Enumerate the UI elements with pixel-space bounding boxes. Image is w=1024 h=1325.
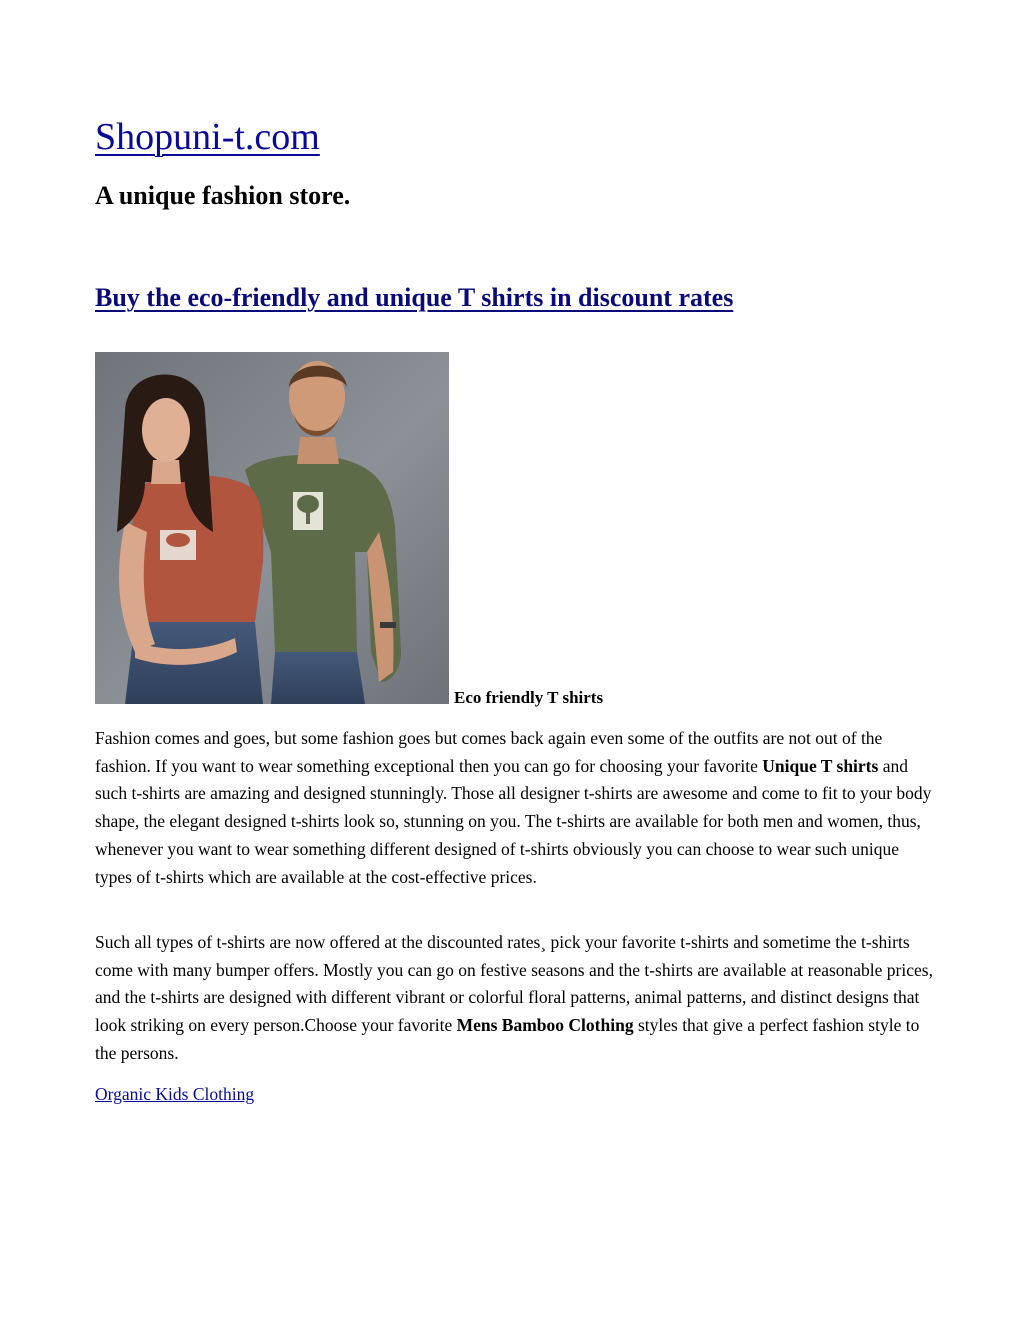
site-title-link[interactable]: Shopuni-t.com: [95, 116, 320, 158]
paragraph-discount-text-a: Such all types of t-shirts are now offered at the discounted rates¸ pick your favorite t-shirts and sometime the t-shirts come with many bumper offers. Mostly you can go on festive seasons and the t-shirts are available at reasonable prices, and the t-shirts are designed with different vibrant or colorful floral patterns, animal patterns, and distinct designs that look striking on every person.Choose your favorite: [95, 932, 933, 1036]
paragraph-discount: [95, 929, 935, 1068]
article-headline-link[interactable]: Buy the eco-friendly and unique T shirts in discount rates: [95, 283, 734, 312]
paragraph-intro-text-b: and such t-shirts are amazing and designed stunningly. Those all designer t-shirts are awesome and come to fit to your body shape, the elegant designed t-shirts look so, stunning on you. The t-shirts are available for both men and women, thus, whenever you want to wear something different designed of t-shirts obviously you can choose to wear such unique types of t-shirts which are available at the cost-effective prices.: [95, 755, 932, 887]
site-title: [95, 112, 320, 162]
paragraph-discount-text-b: styles that give a perfect fashion style to the persons.: [95, 1015, 920, 1063]
image-caption: Eco friendly T shirts: [454, 688, 604, 707]
paragraph-intro: [95, 725, 935, 891]
couple-tshirt-photo: [95, 352, 449, 704]
mens-bamboo-clothing-keyword: Mens Bamboo Clothing: [456, 1015, 634, 1036]
organic-kids-clothing-link[interactable]: Organic Kids Clothing: [95, 1084, 255, 1104]
paragraph-intro-text-a: Fashion comes and goes, but some fashion goes but comes back again even some of the outfits are not out of the fashion. If you want to wear something exceptional then you can go for choosing your favorite: [95, 728, 883, 776]
article-headline: [95, 278, 733, 318]
site-tagline: A unique fashion store.: [95, 181, 351, 210]
footer-link-container: [95, 1081, 254, 1107]
unique-t-shirts-keyword: Unique T shirts: [762, 755, 879, 776]
